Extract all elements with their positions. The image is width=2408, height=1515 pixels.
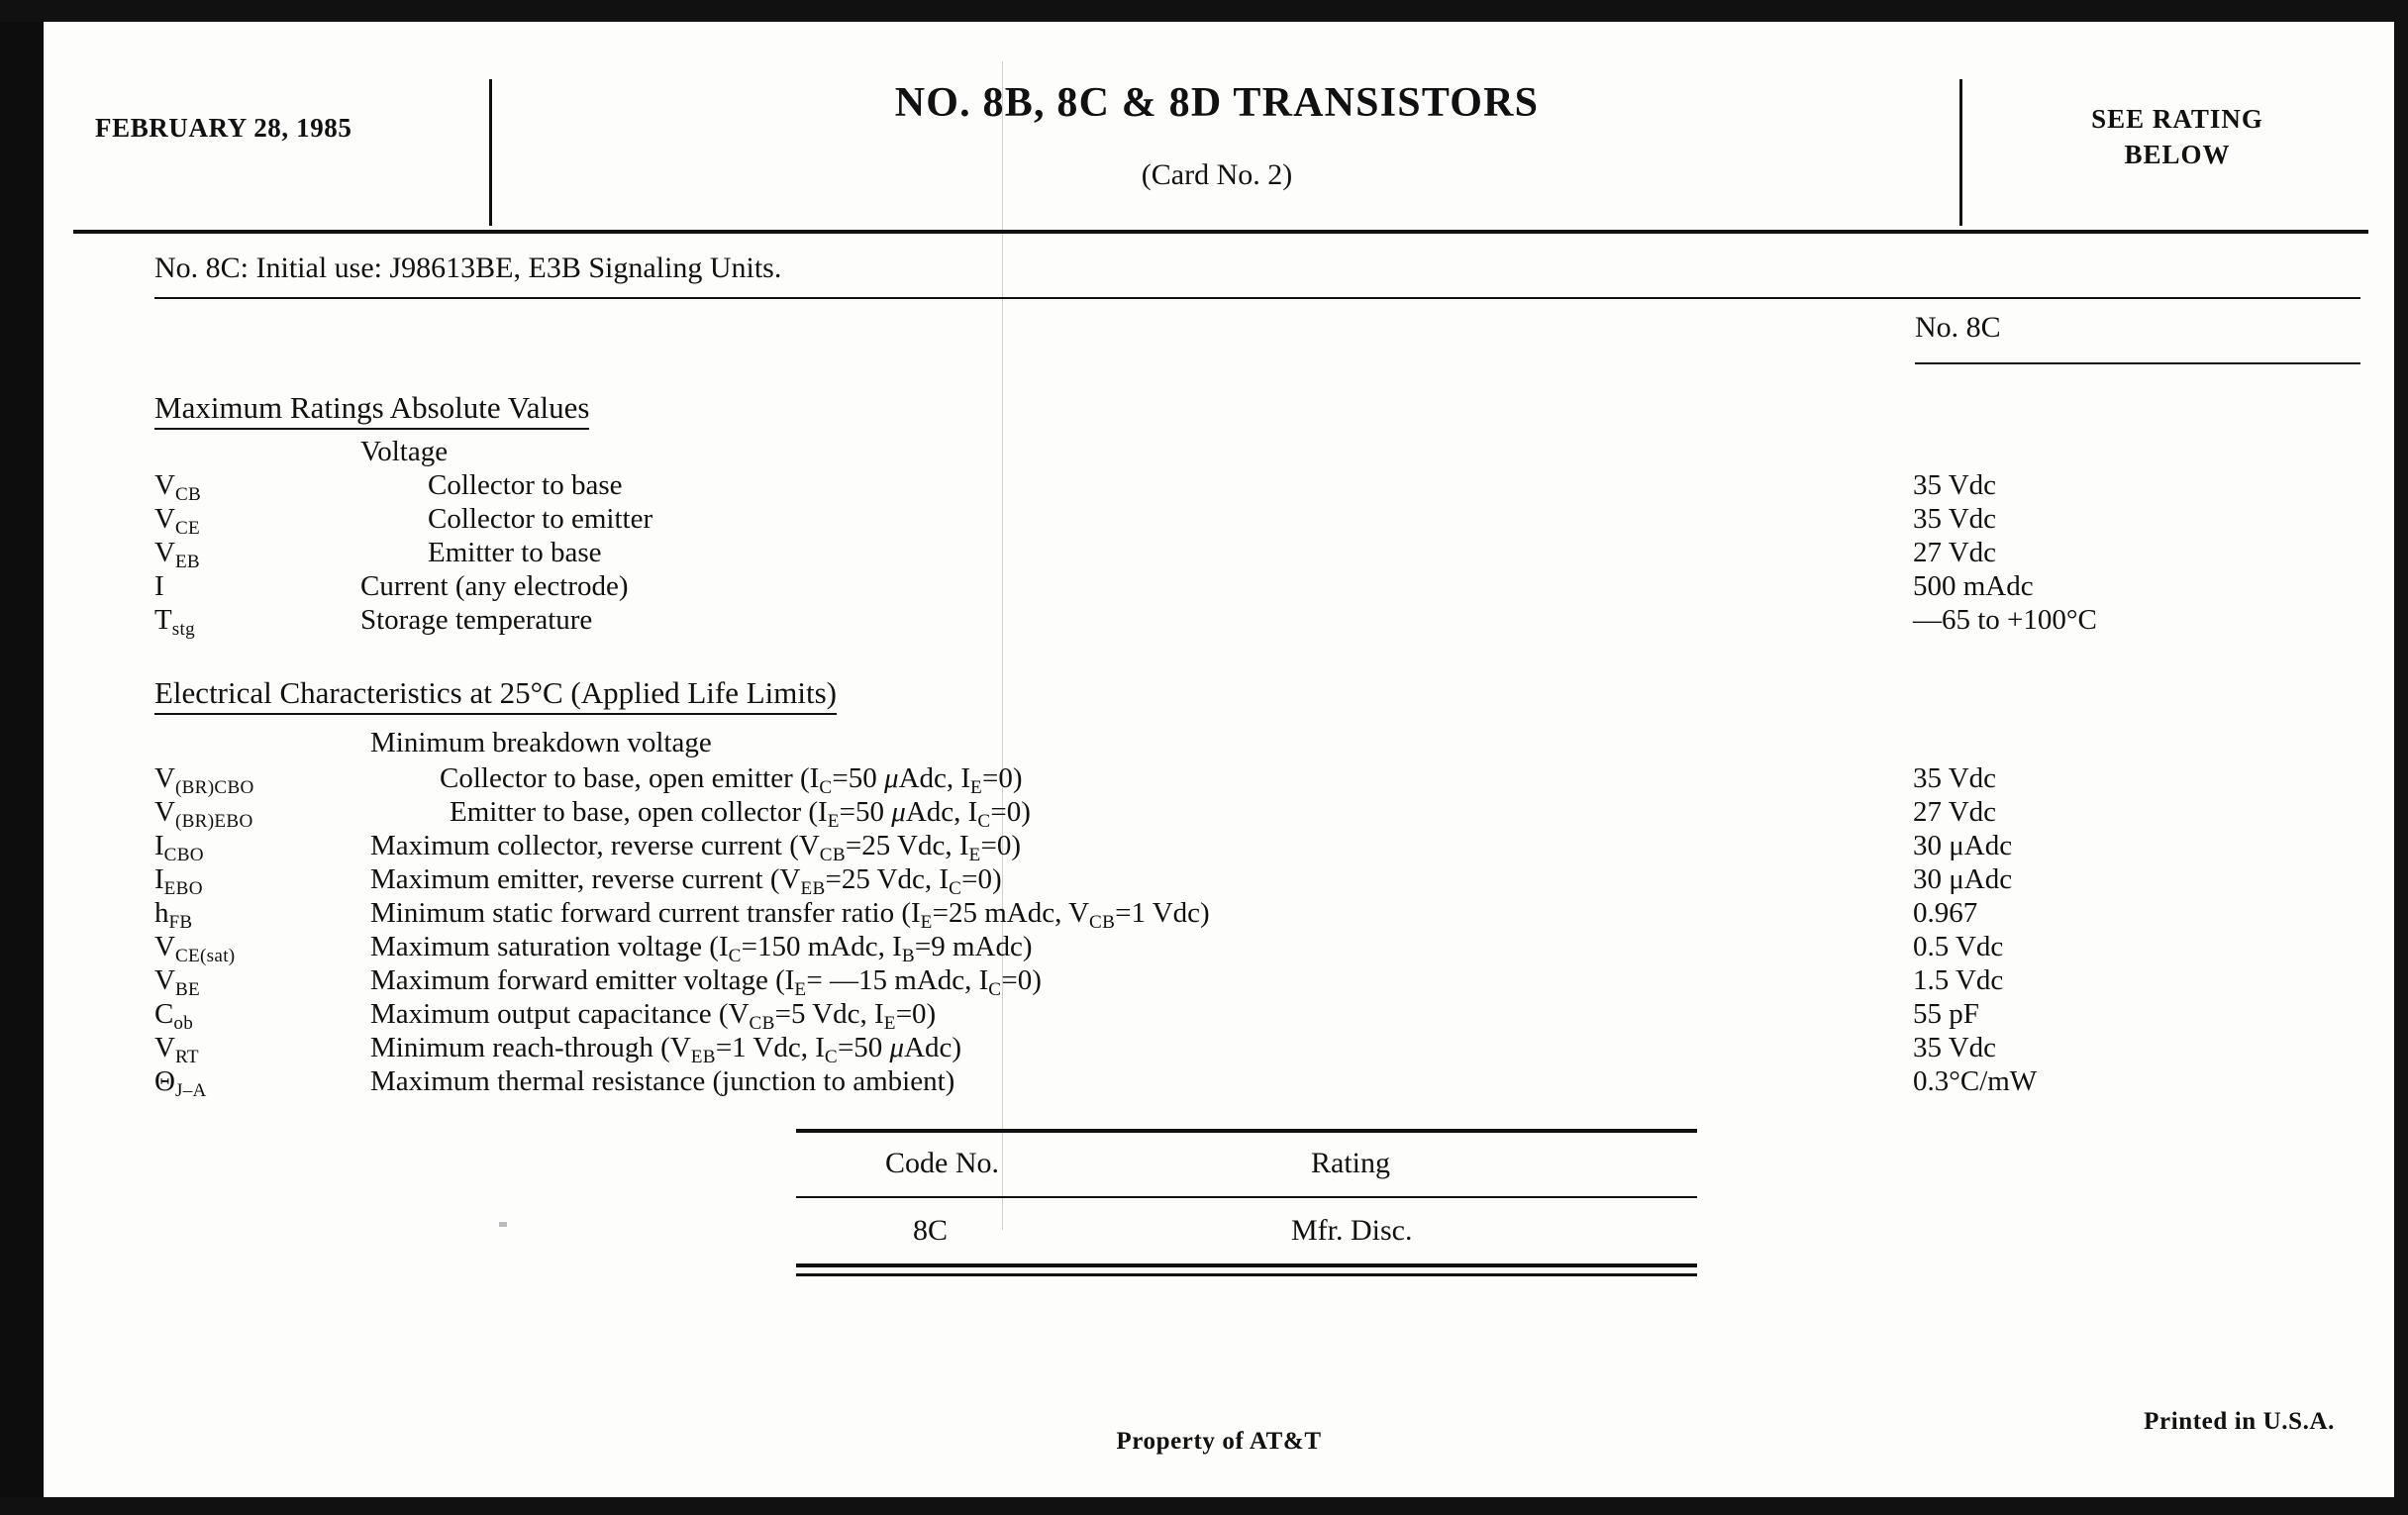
page-title: NO. 8B, 8C & 8D TRANSISTORS: [894, 80, 1540, 126]
spec-row: [44, 998, 2394, 1032]
footer-property-note: Property of AT&T: [1116, 1428, 1322, 1455]
spec-symbol: $I_{CBO}$: [154, 830, 204, 865]
spec-symbol: $V_{(BR)CBO}$: [154, 762, 254, 798]
header-rating-note-line2: BELOW: [2124, 140, 2231, 170]
spec-desc: Voltage: [360, 436, 449, 467]
spec-value: 35 Vdc: [1913, 762, 1997, 794]
spec-value: 35 Vdc: [1913, 503, 1997, 535]
spec-row: [44, 604, 2394, 638]
spec-row: [44, 897, 2394, 931]
spec-symbol: $T_{stg}$: [154, 604, 195, 640]
spec-desc: Emitter to base: [428, 537, 602, 568]
spec-row: [44, 503, 2394, 537]
spec-desc: Maximum output capacitance ($V_{CB}=5$ Vdc, $I_E=0$): [370, 998, 937, 1034]
spec-row: [44, 830, 2394, 863]
spec-value: 55 pF: [1913, 998, 1979, 1030]
spec-desc: Maximum collector, reverse current ($V_{CB}=25$ Vdc, $I_E=0$): [370, 830, 1021, 865]
scan-edge-bottom: [0, 1497, 2408, 1515]
spec-symbol: $V_{CE(sat)}$: [154, 931, 236, 966]
table-rule-bottom: [796, 1263, 1697, 1267]
spec-value: 0.3°C/mW: [1913, 1065, 2038, 1097]
spec-row: [44, 727, 2394, 760]
spec-value: 35 Vdc: [1913, 469, 1997, 501]
spec-desc: Collector to emitter: [428, 503, 653, 535]
spec-value: 0.967: [1913, 897, 1978, 929]
spec-row: [44, 762, 2394, 796]
spec-symbol: I: [154, 570, 164, 602]
spec-symbol: $V_{RT}$: [154, 1032, 199, 1067]
spec-symbol: $V_{CB}$: [154, 469, 202, 505]
spec-row: [44, 1065, 2394, 1099]
spec-value: 30 μAdc: [1913, 830, 2013, 861]
spec-value: 1.5 Vdc: [1913, 964, 2004, 996]
header-rule: [73, 230, 2368, 234]
spec-value: 35 Vdc: [1913, 1032, 1997, 1063]
scan-edge-left: [0, 0, 44, 1515]
spec-row: [44, 570, 2394, 604]
spec-desc: Minimum breakdown voltage: [370, 727, 712, 758]
scan-edge-top: [0, 0, 2408, 22]
spec-symbol: $V_{(BR)EBO}$: [154, 796, 253, 832]
spec-row: [44, 1032, 2394, 1065]
spec-value: 27 Vdc: [1913, 796, 1997, 828]
spec-symbol: $C_{ob}$: [154, 998, 194, 1034]
spec-value: —65 to +100°C: [1913, 604, 2097, 636]
table-header-rating: Rating: [1311, 1147, 1390, 1179]
spec-symbol: $\Theta_{J-A}$: [154, 1065, 207, 1101]
spec-row: [44, 931, 2394, 964]
card-number: (Card No. 2): [1141, 158, 1293, 191]
table-rule-bottom-second: [796, 1273, 1697, 1276]
rule-under-column-header: [1915, 362, 2360, 364]
spec-symbol: $V_{BE}$: [154, 964, 200, 1000]
spec-desc: Collector to base: [428, 469, 623, 501]
spec-desc: Current (any electrode): [360, 570, 629, 602]
spec-value: 27 Vdc: [1913, 537, 1997, 568]
spec-desc: Maximum saturation voltage ($I_C=150$ mAdc, $I_B=9$ mAdc): [370, 931, 1033, 966]
spec-desc: Maximum thermal resistance (junction to ambient): [370, 1065, 955, 1097]
spec-row: [44, 436, 2394, 469]
card-body: [44, 22, 2394, 1497]
section-title-electrical-characteristics: Electrical Characteristics at 25°C (Applied Life Limits): [154, 675, 837, 715]
spec-row: [44, 796, 2394, 830]
spec-desc: Minimum static forward current transfer ratio ($I_E=25$ mAdc, $V_{CB}=1$ Vdc): [370, 897, 1210, 933]
spec-row: [44, 469, 2394, 503]
spec-value: 500 mAdc: [1913, 570, 2034, 602]
header-rating-note-line1: SEE RATING: [2091, 104, 2263, 134]
spec-row: [44, 964, 2394, 998]
footer-printed-note: Printed in U.S.A.: [2144, 1408, 2335, 1435]
spec-row: [44, 537, 2394, 570]
spec-desc: Minimum reach-through ($V_{EB}=1$ Vdc, $I_C=50$ μAdc): [370, 1032, 962, 1067]
table-rule-middle: [796, 1196, 1697, 1198]
table-rule-top: [796, 1129, 1697, 1133]
spec-row: [44, 863, 2394, 897]
initial-use-line: No. 8C: Initial use: J98613BE, E3B Signaling Units.: [154, 252, 782, 284]
rule-under-initial-use: [154, 297, 2360, 299]
header-divider-left: [489, 79, 492, 226]
spec-desc: Maximum forward emitter voltage ($I_E=$ —15 mAdc, $I_C=0$): [370, 964, 1042, 1000]
header-divider-right: [1959, 79, 1962, 226]
table-cell-rating: Mfr. Disc.: [1291, 1214, 1413, 1247]
header-date: FEBRUARY 28, 1985: [95, 113, 352, 143]
card-header: [73, 51, 2360, 218]
spec-symbol: $I_{EBO}$: [154, 863, 203, 899]
spec-symbol: $V_{CE}$: [154, 503, 200, 539]
value-column-header: No. 8C: [1915, 311, 2001, 344]
table-header-code-no: Code No.: [885, 1147, 999, 1179]
section-title-maximum-ratings: Maximum Ratings Absolute Values: [154, 390, 589, 430]
spec-symbol: $V_{EB}$: [154, 537, 200, 572]
spec-symbol: $h_{FB}$: [154, 897, 193, 933]
spec-desc: Collector to base, open emitter ($I_C=50$ μAdc, $I_E=0$): [440, 762, 1023, 798]
spec-desc: Storage temperature: [360, 604, 593, 636]
scan-speck: [499, 1222, 507, 1227]
spec-value: 0.5 Vdc: [1913, 931, 2004, 962]
spec-desc: Maximum emitter, reverse current ($V_{EB}=25$ Vdc, $I_C=0$): [370, 863, 1002, 899]
spec-value: 30 μAdc: [1913, 863, 2013, 895]
table-cell-code: 8C: [913, 1214, 949, 1247]
scan-edge-right: [2394, 0, 2408, 1515]
header-rating-note: [1984, 101, 2370, 173]
spec-desc: Emitter to base, open collector ($I_E=50$ μAdc, $I_C=0$): [450, 796, 1031, 832]
